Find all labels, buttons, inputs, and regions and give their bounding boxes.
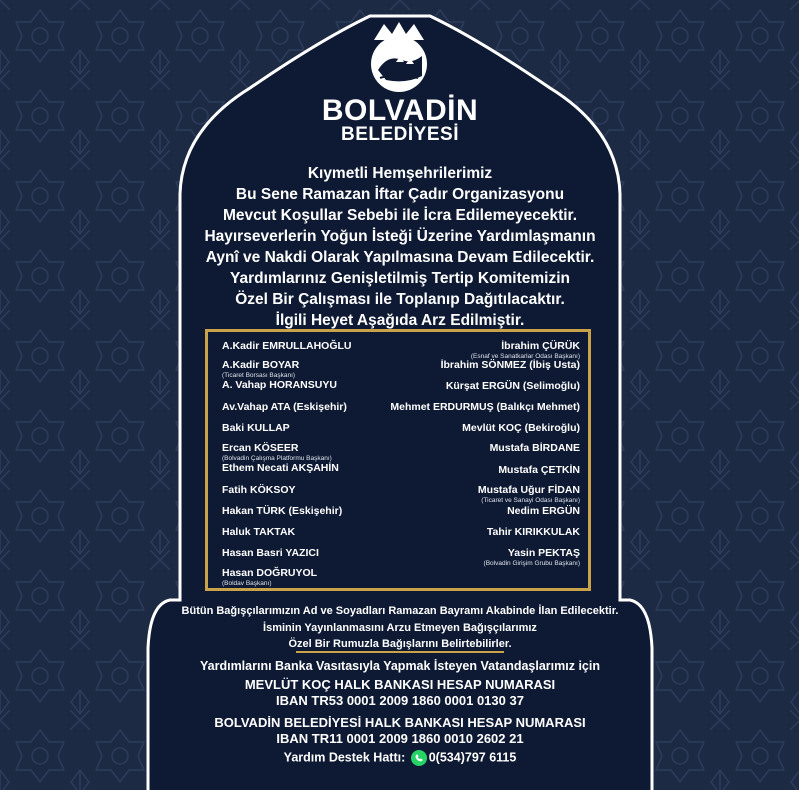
committee-member: A. Vahap HORANSUYU — [222, 379, 337, 391]
brand-subtitle: BELEDİYESİ — [341, 124, 459, 145]
announcement-text — [160, 163, 640, 331]
committee-member: Mevlüt KOÇ (Bekiroğlu) — [462, 422, 580, 434]
committee-member: Hasan Basri YAZICI — [222, 547, 319, 559]
committee-member: Av.Vahap ATA (Eskişehir) — [222, 401, 347, 413]
committee-member: Ercan KÖSEER (Bolvadin Çalışma Platformu Başkanı) — [222, 442, 332, 462]
announcement-line: Hayırseverlerin Yoğun İsteği Üzerine Yardımlaşmanın — [204, 228, 596, 245]
committee-member: Hakan TÜRK (Eskişehir) — [222, 505, 343, 517]
committee-member: Fatih KÖKSOY — [222, 484, 296, 496]
donor-announcement: Bütün Bağışçılarımızın Ad ve Soyadları Ramazan Bayramı Akabinde İlan Edilecektir. — [181, 605, 619, 617]
bank1-iban: IBAN TR53 0001 2009 1860 0001 0130 37 — [276, 693, 524, 708]
alias-note: Özel Bir Rumuzla Bağışlarını Belirtebilirler. — [288, 638, 512, 650]
hotline-number[interactable]: 0(534)797 6115 — [428, 750, 517, 765]
bank1-title: MEVLÜT KOÇ HALK BANKASI HESAP NUMARASI — [244, 677, 556, 692]
committee-member: Baki KULLAP — [222, 422, 290, 434]
announcement-line: Yardımlarınız Genişletilmiş Tertip Komitemizin — [230, 270, 570, 287]
bank2-title: BOLVADİN BELEDİYESİ HALK BANKASI HESAP NUMARASI — [214, 715, 586, 730]
committee-member: Haluk TAKTAK — [222, 526, 296, 538]
committee-member: Mustafa ÇETKİN — [498, 464, 580, 476]
committee-member: A.Kadir BOYAR (Ticaret Borsası Başkanı) — [222, 359, 300, 379]
announcement-line: Özel Bir Çalışması ile Toplanıp Dağıtılacaktır. — [235, 291, 565, 308]
committee-member: Mustafa BİRDANE — [489, 442, 580, 454]
committee-member: İbrahim SÖNMEZ (İbiş Usta) — [440, 359, 580, 371]
announcement-line: İlgili Heyet Aşağıda Arz Edilmiştir. — [275, 312, 525, 329]
bolvadin-crown-logo — [356, 20, 442, 94]
whatsapp-icon — [411, 750, 427, 766]
committee-member: Mustafa Uğur FİDAN (Ticaret ve Sanayi Odası Başkanı) — [477, 484, 580, 504]
support-hotline — [150, 750, 650, 766]
privacy-note: İsminin Yayınlanmasını Arzu Etmeyen Bağışçılarımız — [263, 622, 537, 634]
committee-member: Ethem Necati AKŞAHİN — [222, 462, 339, 474]
hotline-label: Yardım Destek Hattı: — [283, 750, 406, 765]
brand-title: BOLVADİN — [321, 94, 479, 127]
committee-member: Kürşat ERGÜN (Selimoğlu) — [445, 380, 580, 392]
bank-intro: Yardımlarını Banka Vasıtasıyla Yapmak İsteyen Vatandaşlarımız için — [200, 659, 600, 673]
announcement-line: Mevcut Koşullar Sebebi ile İcra Edilemeyecektir. — [222, 207, 578, 224]
committee-list — [205, 329, 591, 591]
committee-member: Nedim ERGÜN — [507, 505, 580, 517]
committee-member: Hasan DOĞRUYOL (Boldav Başkanı) — [222, 567, 318, 587]
bank2-iban: IBAN TR11 0001 2009 1860 0010 2602 21 — [276, 731, 524, 746]
committee-member: Tahir KIRIKKULAK — [486, 526, 580, 538]
committee-member: Yasin PEKTAŞ (Bolvadin Girişim Grubu Başkanı) — [483, 547, 580, 567]
gold-divider — [296, 651, 504, 653]
committee-member: İbrahim ÇÜRÜK (Esnaf ve Sanatkarlar Odası Başkanı) — [470, 340, 580, 360]
committee-member: Mehmet ERDURMUŞ (Balıkçı Mehmet) — [390, 401, 580, 413]
announcement-line: Kıymetli Hemşehrilerimiz — [307, 165, 493, 182]
announcement-line: Aynî ve Nakdi Olarak Yapılmasına Devam Edilecektir. — [205, 249, 595, 266]
committee-member: A.Kadir EMRULLAHOĞLU — [222, 340, 352, 352]
announcement-line: Bu Sene Ramazan İftar Çadır Organizasyonu — [235, 186, 565, 203]
